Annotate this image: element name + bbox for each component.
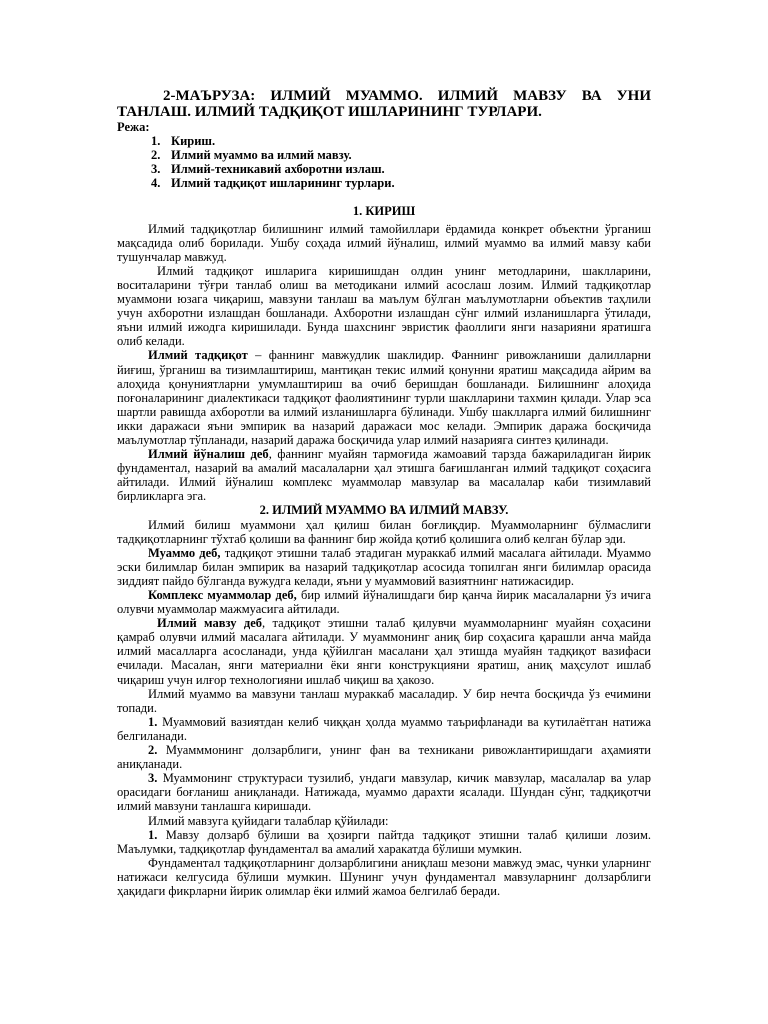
paragraph-text: тадқиқот этишни талаб этадиган мураккаб илмий масалага айтилади. Муаммо эски билимлар билан эмпирик ва назарий тадқиқотлар асосида топилган янги билимлар орасида зиддият пайдо бўлганда вужудга келади, яъни у муаммовий вазиятнинг натижасидир. bbox=[117, 545, 651, 588]
plan-item-number: 4. bbox=[151, 176, 161, 191]
paragraph-text: Илмий билиш муаммони ҳал қилиш билан боғлиқдир. Муаммоларнинг бўлмаслиги тадқиқотларнинг тўхтаб қолиши ва фаннинг бир жойда қотиб қолишига олиб келган бўлар эди. bbox=[117, 517, 651, 546]
step-number: 1. bbox=[148, 714, 158, 729]
plan-item bbox=[117, 162, 651, 176]
paragraph-text: Илмий тадқиқот ишларига киришишдан олдин унинг методларини, шаклларини, воситаларини тўғри танлаб олиш ва методикани илмий асослаш лозим. Илмий тадқиқотлар муаммони юзага чиқариш, мавзуни танлаш ва маълум бўлган маълумотларни объектив таҳлили учун ахборотни излашдан бошланади. Ахборотни излашдан сўнг илмий изланишларга ўтилади, яъни илмий ижодга киришилади. Бунда шахснинг эвристик фаоллиги янги назарияни яратишга олиб келади. bbox=[117, 263, 651, 349]
plan-item-number: 3. bbox=[151, 162, 161, 177]
lecture-title: 2-МАЪРУЗА: ИЛМИЙ МУАММО. ИЛМИЙ МАВЗУ ВА УНИ ТАНЛАШ. ИЛМИЙ ТАДҚИҚОТ ИШЛАРИНИНГ ТУРЛАРИ. bbox=[117, 88, 651, 120]
paragraph bbox=[117, 222, 651, 264]
numbered-requirement bbox=[117, 828, 651, 856]
paragraph-text: , тадқиқот этишни талаб қилувчи муаммоларнинг муайян соҳасини қамраб олувчи илмий масалага айтилади. У муаммонинг аниқ бир соҳасига қарашли анча майда илмий масалларга асосланади, унда қўйилган масалани ҳал этишда муайян тадқиқот вазифаси ечилади. Масалан, янги материални ёки янги конструкцияни яратиш, аниқ маҳсулот ишлаб чиқариш учун илғор технологияни ишлаб чиқиш ва ҳакозо. bbox=[117, 616, 651, 687]
numbered-step bbox=[117, 715, 651, 743]
paragraph bbox=[117, 588, 651, 616]
definition-term: Илмий мавзу деб bbox=[157, 616, 263, 631]
paragraph-text: – фаннинг мавжудлик шаклидир. Фаннинг ривожланиши далилларни йиғиш, ўрганиш ва тизимлаштириш, мантиқан текис илмий қонунни яратиш мақсадида айрим ва алоҳида қонуниятларни умумлаштириш ва очиб беришдан бошланади. Билишнинг алоҳида поғоналарининг диалектикаси тадқиқот фаолиятининг турли шаклларини тахмин қилади. Улар эса шартли равишда ахборотли ва илмий изланишларга бўлинади. Ушбу шаклларга илмий билишнинг икки даражаси яъни эмпирик ва назарий даражаси мос келади. Эмпирик даража босқичида маълумотлар тўпланади, назарий даража босқичида улар илмий назарияга синтез қилинади. bbox=[117, 348, 651, 447]
step-text: Муамммонинг долзарблиги, унинг фан ва техникани ривожлантиришдаги аҳамияти аниқланади. bbox=[117, 743, 651, 772]
paragraph-text: Илмий тадқиқотлар билишнинг илмий тамойиллари ёрдамида конкрет объектни ўрганиш мақсадида олиб борилади. Ушбу соҳада илмий йўналиш, илмий муаммо ва илмий мавзу каби тушунчалар мавжуд. bbox=[117, 221, 651, 264]
step-text: Мавзу долзарб бўлиши ва ҳозирги пайтда тадқиқот этишни талаб қилиши лозим. Маълумки, тадқиқотлар фундаментал ва амалий харакатда бўлиши мумкин. bbox=[117, 827, 651, 856]
paragraph-text: Илмий мавзуга қуйидаги талаблар қўйилади: bbox=[148, 813, 389, 828]
numbered-step bbox=[117, 743, 651, 771]
plan-item-number: 1. bbox=[151, 134, 161, 149]
plan-list bbox=[117, 134, 651, 190]
section-heading: 2. ИЛМИЙ МУАММО ВА ИЛМИЙ МАВЗУ. bbox=[259, 503, 509, 518]
paragraph-text: Фундаментал тадқиқотларнинг долзарблигини аниқлаш мезони мавжуд эмас, чунки уларнинг натижаси келгусида бўлиши мумкин. Шунинг учун фундаментал мавзуларнинг долзарблиги ҳақидаги фикрларни йирик олимлар ёки илмий жамоа белгилаб беради. bbox=[117, 855, 651, 898]
plan-item-text: Илмий-техникавий ахборотни излаш. bbox=[171, 162, 385, 177]
plan-item-text: Илмий муаммо ва илмий мавзу. bbox=[171, 148, 352, 163]
section-introduction bbox=[117, 204, 651, 503]
numbered-step bbox=[117, 771, 651, 813]
section-heading: 1. КИРИШ bbox=[352, 204, 416, 219]
paragraph bbox=[117, 518, 651, 546]
step-number: 2. bbox=[148, 743, 158, 758]
paragraph bbox=[117, 616, 651, 686]
definition-term: Муаммо деб, bbox=[148, 545, 221, 560]
plan-item bbox=[117, 148, 651, 162]
plan-label: Режа: bbox=[117, 120, 150, 134]
paragraph-text: бир илмий йўналишдаги бир қанча йирик масалаларни ўз ичига олувчи муаммолар мажмуасига айтилади. bbox=[117, 588, 651, 617]
plan-item bbox=[117, 134, 651, 148]
definition-term: Илмий тадқиқот bbox=[148, 348, 248, 363]
paragraph bbox=[117, 447, 651, 503]
definition-term: Комплекс муаммолар деб, bbox=[148, 588, 297, 602]
step-text: Муаммонинг структураси тузилиб, ундаги мавзулар, кичик мавзулар, масалалар ва улар орасидаги боғланиш аниқланади. Натижада, муаммо дарахти ясалади. Шундан сўнг, тадқиқотчи илмий мавзуни танлашга киришади. bbox=[117, 771, 651, 814]
step-number: 1. bbox=[148, 827, 158, 842]
definition-term: Илмий йўналиш деб bbox=[148, 447, 269, 462]
plan-item-text: Кириш. bbox=[171, 134, 216, 149]
section-scientific-problem bbox=[117, 503, 651, 898]
plan-item-text: Илмий тадқиқот ишларининг турлари. bbox=[171, 176, 395, 191]
paragraph-text: Илмий муаммо ва мавзуни танлаш мураккаб масаладир. У бир нечта босқичда ўз ечимини топади. bbox=[117, 686, 651, 715]
paragraph bbox=[117, 814, 651, 828]
paragraph bbox=[117, 348, 651, 447]
paragraph bbox=[117, 264, 651, 349]
plan-item bbox=[117, 176, 651, 190]
step-text: Муаммовий вазиятдан келиб чиққан ҳолда муаммо таърифланади ва кутилаётган натижа белгиланади. bbox=[117, 714, 651, 743]
paragraph bbox=[117, 856, 651, 898]
paragraph-text: , фаннинг муайян тармоғида жамоавий тарзда бажариладиган йирик фундаментал, назарий ва амалий масалаларни ҳал этишга бағишланган илмий тадқиқот соҳасига айтилади. Илмий йўналиш комплекс муаммолар мавзулар ва масалалар каби тизимлавий бирликларга эга. bbox=[117, 447, 652, 504]
paragraph bbox=[117, 546, 651, 588]
plan-item-number: 2. bbox=[151, 148, 161, 163]
step-number: 3. bbox=[148, 771, 158, 786]
paragraph bbox=[117, 687, 651, 715]
